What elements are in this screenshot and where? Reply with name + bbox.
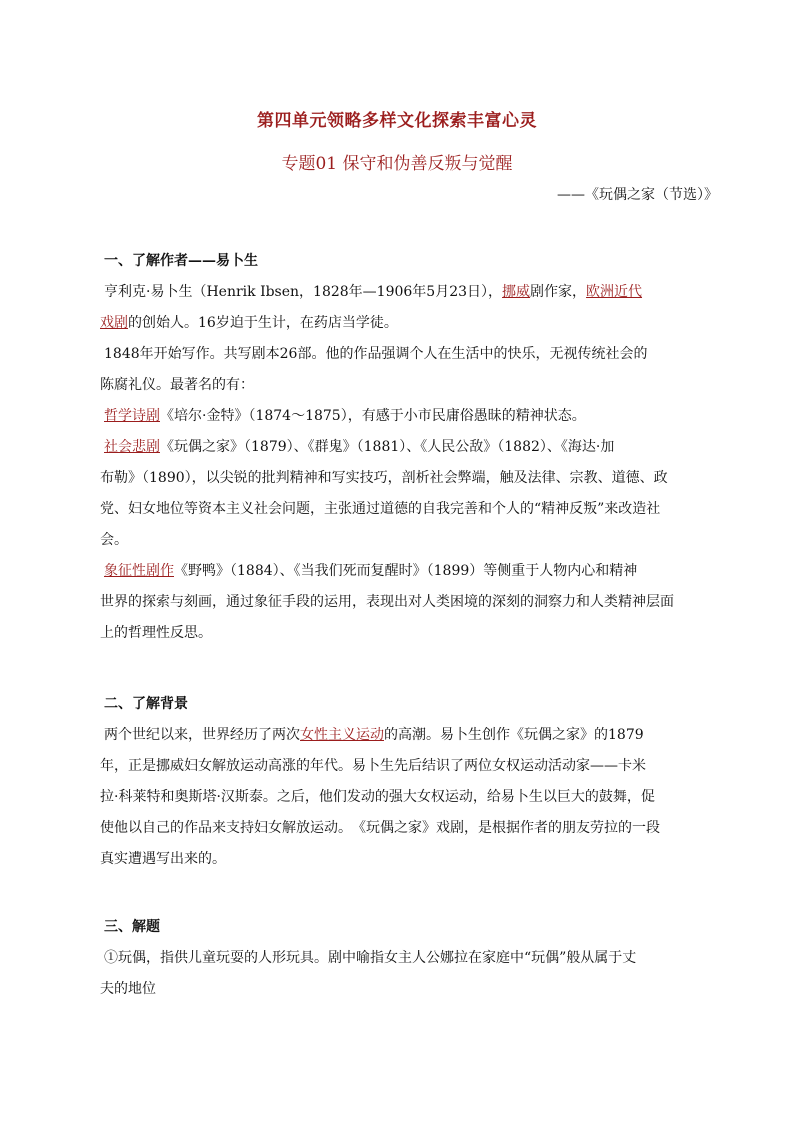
link-norway[interactable]: 挪威	[502, 284, 531, 300]
paragraph-line	[104, 339, 724, 370]
paragraph-line	[104, 401, 724, 432]
paragraph-line	[100, 974, 724, 1005]
text-span: 夫的地位	[100, 981, 156, 997]
text-span: 党、妇女地位等资本主义社会问题，主张通过道德的自我完善和个人的“精神反叛”来改造社	[100, 501, 661, 517]
paragraph-line	[100, 782, 724, 813]
topic-title: 专题01 保守和伪善反叛与觉醒	[281, 154, 513, 174]
paragraph-line	[104, 556, 724, 587]
section-background	[100, 689, 724, 875]
paragraph-line	[100, 618, 724, 649]
link-symbolic-drama[interactable]: 象征性剧作	[104, 563, 174, 579]
text-span: ①玩偶，指供儿童玩耍的人形玩具。剧中喻指女主人公娜拉在家庭中“玩偶”般从属于丈	[104, 950, 637, 966]
text-span: 的创始人。16岁迫于生计，在药店当学徒。	[128, 315, 398, 331]
paragraph-line	[100, 844, 724, 875]
link-philosophical-poetic-drama[interactable]: 哲学诗剧	[104, 408, 160, 424]
text-span: 陈腐礼仪。最著名的有：	[100, 377, 254, 393]
work-title: ——《玩偶之家（节选）》	[557, 187, 718, 203]
text-span: 《玩偶之家》（1879）、《群鬼》（1881）、《人民公敌》（1882）、《海达·加	[160, 439, 615, 455]
link-modern-drama-cont[interactable]: 戏剧	[100, 315, 128, 331]
text-span: 《野鸭》（1884）、《当我们死而复醒时》（1899）等侧重于人物内心和精神	[174, 563, 638, 579]
section-heading-title-analysis: 三、解题	[104, 919, 160, 935]
paragraph-line	[100, 463, 724, 494]
text-span: 上的哲理性反思。	[100, 625, 212, 641]
paragraph-line	[100, 370, 724, 401]
unit-title: 第四单元领略多样文化探索丰富心灵	[257, 111, 537, 131]
text-span: 1848年开始写作。共写剧本26部。他的作品强调个人在生活中的快乐，无视传统社会的	[104, 346, 648, 362]
text-span: 剧作家，	[530, 284, 587, 300]
paragraph-line	[100, 751, 724, 782]
section-author	[100, 246, 724, 649]
paragraph-line	[100, 494, 724, 525]
section-title-analysis	[100, 912, 724, 1005]
text-span: 布勒》（1890），以尖锐的批判精神和写实技巧，剖析社会弊端，触及法律、宗教、道德、政	[100, 470, 668, 486]
text-span: 真实遭遇写出来的。	[100, 851, 226, 867]
text-span: 两个世纪以来，世界经历了两次	[104, 727, 300, 743]
paragraph-line	[104, 943, 724, 974]
text-span: 的高潮。易卜生创作《玩偶之家》的1879	[384, 727, 644, 743]
text-span: 会。	[100, 532, 128, 548]
link-social-tragedy[interactable]: 社会悲剧	[104, 439, 160, 455]
section-heading-background: 二、了解背景	[104, 696, 188, 712]
paragraph-line	[100, 587, 724, 618]
paragraph-line	[104, 720, 724, 751]
paragraph-line	[100, 525, 724, 556]
text-span: 亨利克·易卜生（Henrik Ibsen，1828年—1906年5月23日），	[104, 284, 503, 300]
text-span: 拉·科莱特和奥斯塔·汉斯泰。之后，他们发动的强大女权运动，给易卜生以巨大的鼓舞，促	[100, 789, 655, 805]
text-span: 使他以自己的作品来支持妇女解放运动。 《玩偶之家》戏剧，是根据作者的朋友劳拉的一段	[100, 820, 660, 836]
text-span: 世界的探索与刻画，通过象征手段的运用，表现出对人类困境的深刻的洞察力和人类精神层面	[100, 594, 674, 610]
link-feminist-movement[interactable]: 女性主义运动	[300, 727, 384, 743]
paragraph-line	[100, 308, 724, 339]
section-heading-author: 一、了解作者——易卜生	[104, 253, 258, 269]
paragraph-line	[104, 432, 724, 463]
paragraph-line	[100, 813, 724, 844]
link-modern-drama[interactable]: 欧洲近代	[586, 284, 643, 300]
text-span: 年，正是挪威妇女解放运动高涨的年代。易卜生先后结识了两位女权运动活动家——卡米	[100, 758, 646, 774]
text-span: 《培尔·金特》（1874～1875），有感于小市民庸俗愚昧的精神状态。	[160, 408, 586, 424]
paragraph-line	[104, 277, 724, 308]
